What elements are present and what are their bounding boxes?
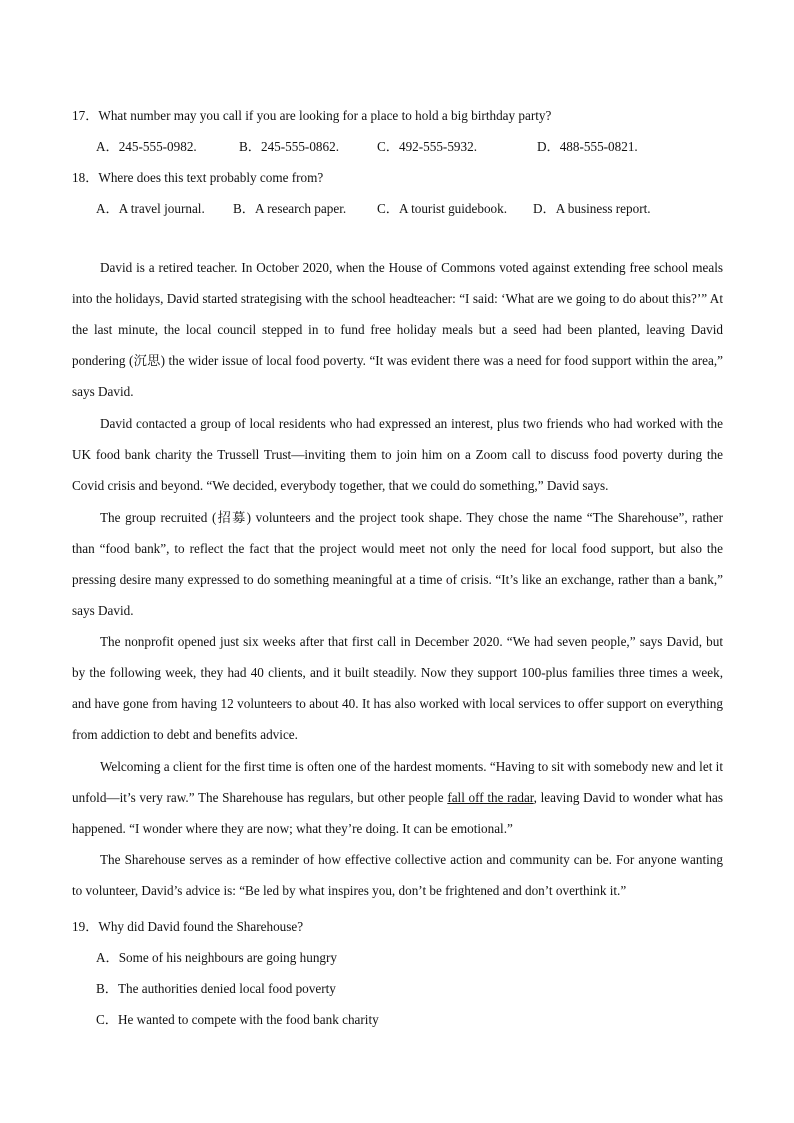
passage-paragraph-6: The Sharehouse serves as a reminder of how effective collective action and community can be. For anyone wanting to volunteer, David’s advice is: “Be led by what inspires you, don’t be frightened and don’t overthink it.” [72, 852, 723, 898]
passage-paragraph-1: David is a retired teacher. In October 2020, when the House of Commons voted against extending free school meals into the holidays, David started strategising with the school headteacher: “I said: ‘What are we going to do about this?’” At the last minute, the local council stepped in to fund free holiday meals but a seed had been planted, leaving David pondering (沉思) the wider issue of local food poverty. “It was evident there was a need for food support within the area,” says David. [72, 260, 723, 399]
q19-option-a: A．Some of his neighbours are going hungry [96, 950, 338, 965]
q18-option-b: B．A research paper. [233, 201, 347, 216]
passage-paragraph-5 [72, 751, 723, 844]
underlined-phrase: fall off the radar [447, 790, 534, 805]
question-18-stem: 18．Where does this text probably come from? [72, 170, 324, 185]
paragraph-5-text-before: Welcoming a client for the first time is often one of the hardest moments. “Having to sit with somebody new and let it unfold—it’s very raw.” The Sharehouse has regulars, but other people [72, 759, 723, 805]
q17-option-b: B．245-555-0862. [239, 139, 340, 154]
q18-option-c: C．A tourist guidebook. [377, 201, 508, 216]
q17-option-a: A．245-555-0982. [96, 139, 197, 154]
q18-option-a: A．A travel journal. [96, 201, 205, 216]
q18-option-d: D．A business report. [533, 201, 651, 216]
passage-paragraph-2: David contacted a group of local residents who had expressed an interest, plus two friends who had worked with the UK food bank charity the Trussell Trust—inviting them to join him on a Zoom call to discuss food poverty during the Covid crisis and beyond. “We decided, everybody together, that we could do something,” David says. [72, 416, 723, 493]
passage-paragraph-3: The group recruited (招募) volunteers and the project took shape. They chose the name “The Sharehouse”, rather than “food bank”, to reflect the fact that the project would meet not only the need for local food support, but also the pressing desire many expressed to do something meaningful at a time of crisis. “It’s like an exchange, rather than a bank,” says David. [72, 510, 723, 618]
passage-paragraph-4: The nonprofit opened just six weeks after that first call in December 2020. “We had seven people,” says David, but by the following week, they had 40 clients, and it built steadily. Now they support 100-plus families three times a week, and have gone from having 12 volunteers to about 40. It has also worked with local services to offer support on everything from addiction to debt and benefits advice. [72, 634, 723, 742]
q19-option-b: B．The authorities denied local food poverty [96, 981, 336, 996]
paragraph-5-text-after: , leaving David to wonder what has happened. “I wonder where they are now; what they’re doing. It can be emotional.” [72, 790, 723, 836]
question-17-stem: 17．What number may you call if you are looking for a place to hold a big birthday party? [72, 108, 552, 123]
question-19-stem: 19．Why did David found the Sharehouse? [72, 919, 304, 934]
q17-option-c: C．492-555-5932. [377, 139, 478, 154]
q19-option-c: C．He wanted to compete with the food bank charity [96, 1012, 379, 1027]
q17-option-d: D．488-555-0821. [537, 139, 638, 154]
